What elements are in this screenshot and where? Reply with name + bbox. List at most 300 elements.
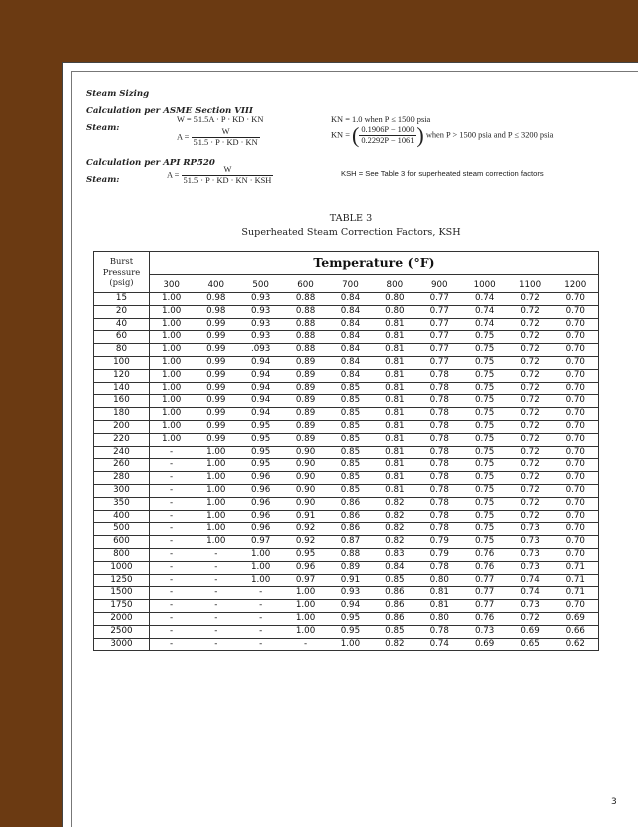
table-row xyxy=(94,523,599,536)
factor-cell: 0.70 xyxy=(553,420,599,433)
factor-cell: - xyxy=(193,625,238,638)
factor-cell: 0.80 xyxy=(417,574,462,587)
factor-cell: 0.94 xyxy=(328,600,373,613)
factor-cell: 0.81 xyxy=(373,318,417,331)
factor-cell: 0.88 xyxy=(283,344,328,357)
factor-cell: 0.75 xyxy=(462,459,508,472)
factor-cell: 0.82 xyxy=(373,523,417,536)
factor-cell: 0.86 xyxy=(373,612,417,625)
asme-a-numerator: W xyxy=(192,127,260,138)
asme-heading: Calculation per ASME Section VIII xyxy=(86,106,253,116)
pressure-cell: 300 xyxy=(94,484,150,497)
factor-cell: 0.81 xyxy=(373,331,417,344)
factor-cell: 0.71 xyxy=(553,561,599,574)
table-body xyxy=(94,293,599,651)
factor-cell: 0.95 xyxy=(238,433,283,446)
factor-cell: 0.85 xyxy=(328,484,373,497)
factor-cell: 0.70 xyxy=(553,293,599,306)
factor-cell: 0.81 xyxy=(373,369,417,382)
temperature-column-header: 700 xyxy=(328,275,373,293)
factor-cell: 0.97 xyxy=(283,574,328,587)
factor-cell: 0.88 xyxy=(283,305,328,318)
factor-cell: 0.89 xyxy=(283,395,328,408)
pressure-cell: 1250 xyxy=(94,574,150,587)
factor-cell: 0.81 xyxy=(373,484,417,497)
factor-cell: 0.80 xyxy=(417,612,462,625)
factor-cell: 0.78 xyxy=(417,433,462,446)
factor-cell: 0.95 xyxy=(238,459,283,472)
table-row xyxy=(94,305,599,318)
factor-cell: 0.99 xyxy=(193,331,238,344)
factor-cell: 0.85 xyxy=(328,446,373,459)
factor-cell: 0.77 xyxy=(417,356,462,369)
factor-cell: - xyxy=(149,523,193,536)
factor-cell: 0.73 xyxy=(508,523,553,536)
factor-cell: 0.78 xyxy=(417,561,462,574)
factor-cell: 0.77 xyxy=(417,305,462,318)
factor-cell: 1.00 xyxy=(193,510,238,523)
factor-cell: 0.75 xyxy=(462,497,508,510)
factor-cell: - xyxy=(149,638,193,651)
factor-cell: 1.00 xyxy=(193,459,238,472)
factor-cell: 1.00 xyxy=(193,472,238,485)
factor-cell: 0.78 xyxy=(417,395,462,408)
factor-cell: 0.96 xyxy=(238,472,283,485)
table-row xyxy=(94,561,599,574)
ksh-note: KSH = See Table 3 for superheated steam correction factors xyxy=(341,169,544,178)
pressure-cell: 180 xyxy=(94,408,150,421)
factor-cell: 0.74 xyxy=(462,318,508,331)
factor-cell: - xyxy=(149,625,193,638)
factor-cell: 0.85 xyxy=(328,459,373,472)
api-a-fraction xyxy=(182,165,274,186)
kn-formula-2 xyxy=(331,122,554,148)
factor-cell: - xyxy=(193,600,238,613)
factor-cell: 0.80 xyxy=(373,293,417,306)
factor-cell: 0.78 xyxy=(417,382,462,395)
factor-cell: 0.69 xyxy=(508,625,553,638)
factor-cell: 0.81 xyxy=(373,395,417,408)
table-row xyxy=(94,484,599,497)
factor-cell: 0.78 xyxy=(417,497,462,510)
factor-cell: 1.00 xyxy=(193,536,238,549)
factor-cell: 0.70 xyxy=(553,356,599,369)
factor-cell: 0.94 xyxy=(238,408,283,421)
temperature-column-header: 1200 xyxy=(553,275,599,293)
table-row xyxy=(94,510,599,523)
factor-cell: 0.90 xyxy=(283,472,328,485)
factor-cell: 0.79 xyxy=(417,548,462,561)
factor-cell: 0.81 xyxy=(373,459,417,472)
factor-cell: 0.86 xyxy=(328,523,373,536)
factor-cell: - xyxy=(238,587,283,600)
pressure-cell: 2000 xyxy=(94,612,150,625)
api-heading: Calculation per API RP520 xyxy=(86,158,215,168)
factor-cell: 0.75 xyxy=(462,369,508,382)
factor-cell: 0.71 xyxy=(553,574,599,587)
factor-cell: - xyxy=(193,561,238,574)
api-a-numerator: W xyxy=(182,165,274,176)
factor-cell: 0.93 xyxy=(238,293,283,306)
factor-cell: 0.81 xyxy=(417,587,462,600)
factor-cell: 1.00 xyxy=(283,600,328,613)
asme-a-formula xyxy=(177,127,260,148)
factor-cell: 0.74 xyxy=(508,587,553,600)
table-row xyxy=(94,536,599,549)
api-a-formula xyxy=(167,165,273,186)
factor-cell: 0.93 xyxy=(238,305,283,318)
factor-cell: 1.00 xyxy=(193,497,238,510)
factor-cell: 0.94 xyxy=(238,356,283,369)
pressure-cell: 350 xyxy=(94,497,150,510)
factor-cell: 0.73 xyxy=(508,548,553,561)
table-row xyxy=(94,382,599,395)
factor-cell: 1.00 xyxy=(193,523,238,536)
factor-cell: - xyxy=(149,548,193,561)
factor-cell: 0.81 xyxy=(373,382,417,395)
factor-cell: 0.73 xyxy=(508,561,553,574)
factor-cell: 0.86 xyxy=(328,497,373,510)
factor-cell: 1.00 xyxy=(283,625,328,638)
factor-cell: 0.82 xyxy=(373,497,417,510)
factor-cell: 0.99 xyxy=(193,356,238,369)
factor-cell: 1.00 xyxy=(193,446,238,459)
factor-cell: 0.78 xyxy=(417,408,462,421)
factor-cell: 0.78 xyxy=(417,459,462,472)
factor-cell: 0.99 xyxy=(193,382,238,395)
factor-cell: 0.94 xyxy=(238,382,283,395)
factor-cell: - xyxy=(193,638,238,651)
table-row xyxy=(94,420,599,433)
factor-cell: 0.72 xyxy=(508,446,553,459)
pressure-cell: 1750 xyxy=(94,600,150,613)
table-row xyxy=(94,638,599,651)
factor-cell: 0.86 xyxy=(373,600,417,613)
kn-formula-1: KN = 1.0 when P ≤ 1500 psia xyxy=(331,115,431,124)
factor-cell: 0.88 xyxy=(283,331,328,344)
factor-cell: 0.78 xyxy=(417,420,462,433)
asme-a-denominator: 51.5 · P · KD · KN xyxy=(193,138,258,147)
factor-cell: 1.00 xyxy=(149,382,193,395)
burst-header-line: (psig) xyxy=(109,277,134,287)
table-row xyxy=(94,293,599,306)
factor-cell: 0.90 xyxy=(283,497,328,510)
factor-cell: 1.00 xyxy=(149,395,193,408)
factor-cell: 0.65 xyxy=(508,638,553,651)
temperature-column-header: 300 xyxy=(149,275,193,293)
factor-cell: 0.85 xyxy=(328,472,373,485)
factor-cell: 1.00 xyxy=(238,548,283,561)
factor-cell: 0.85 xyxy=(328,382,373,395)
asme-a-fraction xyxy=(192,127,260,148)
factor-cell: 0.81 xyxy=(373,420,417,433)
factor-cell: 0.81 xyxy=(373,472,417,485)
table-caption: Superheated Steam Correction Factors, KSH xyxy=(241,227,461,238)
factor-cell: 0.70 xyxy=(553,536,599,549)
pressure-cell: 500 xyxy=(94,523,150,536)
factor-cell: 0.70 xyxy=(553,344,599,357)
pressure-cell: 200 xyxy=(94,420,150,433)
kn-lhs: KN = xyxy=(331,130,350,140)
factor-cell: 0.99 xyxy=(193,344,238,357)
asme-steam-label: Steam: xyxy=(86,123,120,133)
factor-cell: 1.00 xyxy=(238,574,283,587)
factor-cell: 0.91 xyxy=(328,574,373,587)
factor-cell: 0.82 xyxy=(373,510,417,523)
factor-cell: 0.85 xyxy=(328,395,373,408)
factor-cell: 0.89 xyxy=(283,369,328,382)
factor-cell: - xyxy=(193,548,238,561)
factor-cell: - xyxy=(149,600,193,613)
api-a-denominator: 51.5 · P · KD · KN · KSH xyxy=(183,176,272,185)
factor-cell: 0.70 xyxy=(553,497,599,510)
page-number: 3 xyxy=(611,797,617,807)
factor-cell: 1.00 xyxy=(149,293,193,306)
factor-cell: 0.78 xyxy=(417,523,462,536)
factor-cell: - xyxy=(193,574,238,587)
temperature-header: Temperature (°F) xyxy=(149,252,598,275)
factor-cell: 0.72 xyxy=(508,510,553,523)
pressure-cell: 40 xyxy=(94,318,150,331)
factor-cell: 0.93 xyxy=(238,331,283,344)
factor-cell: 0.81 xyxy=(373,344,417,357)
factor-cell: 0.85 xyxy=(328,408,373,421)
table-row xyxy=(94,548,599,561)
factor-cell: 0.92 xyxy=(283,523,328,536)
api-a-lhs: A = xyxy=(167,170,180,180)
factor-cell: 0.70 xyxy=(553,382,599,395)
factor-cell: 0.70 xyxy=(553,510,599,523)
factor-cell: 0.86 xyxy=(373,587,417,600)
table-row xyxy=(94,433,599,446)
factor-cell: 0.75 xyxy=(462,472,508,485)
pressure-cell: 15 xyxy=(94,293,150,306)
factor-cell: 0.73 xyxy=(508,536,553,549)
factor-cell: 0.75 xyxy=(462,382,508,395)
factor-cell: 0.84 xyxy=(328,318,373,331)
temperature-values-row xyxy=(94,275,599,293)
table-row xyxy=(94,344,599,357)
table-row xyxy=(94,356,599,369)
table-row xyxy=(94,331,599,344)
factor-cell: 0.75 xyxy=(462,433,508,446)
factor-cell: 0.81 xyxy=(373,433,417,446)
factor-cell: 0.95 xyxy=(283,548,328,561)
factor-cell: 0.85 xyxy=(373,625,417,638)
factor-cell: 0.70 xyxy=(553,369,599,382)
factor-cell: 0.74 xyxy=(508,574,553,587)
factor-cell: 0.88 xyxy=(283,318,328,331)
right-paren: ) xyxy=(416,122,424,148)
factor-cell: 0.70 xyxy=(553,600,599,613)
factor-cell: 0.91 xyxy=(283,510,328,523)
factor-cell: 0.75 xyxy=(462,395,508,408)
factor-cell: 0.75 xyxy=(462,536,508,549)
factor-cell: - xyxy=(149,536,193,549)
pressure-cell: 400 xyxy=(94,510,150,523)
factor-cell: 0.85 xyxy=(328,420,373,433)
temperature-column-header: 500 xyxy=(238,275,283,293)
factor-cell: 1.00 xyxy=(193,484,238,497)
factor-cell: 0.90 xyxy=(283,484,328,497)
burst-header-line: Burst xyxy=(109,256,134,266)
pressure-cell: 140 xyxy=(94,382,150,395)
factor-cell: 0.77 xyxy=(417,293,462,306)
factor-cell: 0.77 xyxy=(417,331,462,344)
factor-cell: 0.81 xyxy=(373,356,417,369)
factor-cell: 0.90 xyxy=(283,446,328,459)
table-row xyxy=(94,395,599,408)
factor-cell: 0.84 xyxy=(373,561,417,574)
factor-cell: 0.82 xyxy=(373,638,417,651)
factor-cell: 0.76 xyxy=(462,612,508,625)
table-row xyxy=(94,459,599,472)
pressure-cell: 1500 xyxy=(94,587,150,600)
left-paren: ( xyxy=(352,122,360,148)
pressure-cell: 100 xyxy=(94,356,150,369)
factor-cell: 0.84 xyxy=(328,331,373,344)
temperature-column-header: 600 xyxy=(283,275,328,293)
table-row xyxy=(94,587,599,600)
factor-cell: 0.78 xyxy=(417,472,462,485)
factor-cell: 0.77 xyxy=(462,600,508,613)
factor-cell: 0.72 xyxy=(508,369,553,382)
factor-cell: 0.96 xyxy=(238,523,283,536)
factor-cell: 0.75 xyxy=(462,446,508,459)
factor-cell: 0.76 xyxy=(462,561,508,574)
table-row xyxy=(94,408,599,421)
factor-cell: 1.00 xyxy=(328,638,373,651)
factor-cell: 0.98 xyxy=(193,293,238,306)
factor-cell: 0.73 xyxy=(462,625,508,638)
factor-cell: - xyxy=(238,638,283,651)
asme-w-formula: W = 51.5A · P · KD · KN xyxy=(177,115,264,124)
factor-cell: 0.84 xyxy=(328,305,373,318)
factor-cell: .093 xyxy=(238,344,283,357)
pressure-cell: 80 xyxy=(94,344,150,357)
temperature-column-header: 400 xyxy=(193,275,238,293)
factor-cell: 0.73 xyxy=(508,600,553,613)
document-page xyxy=(62,62,638,827)
factor-cell: - xyxy=(238,625,283,638)
factor-cell: - xyxy=(149,446,193,459)
factor-cell: - xyxy=(149,459,193,472)
factor-cell: 0.70 xyxy=(553,459,599,472)
factor-cell: 0.76 xyxy=(462,548,508,561)
factor-cell: 0.84 xyxy=(328,293,373,306)
factor-cell: 0.83 xyxy=(373,548,417,561)
pressure-cell: 800 xyxy=(94,548,150,561)
factor-cell: 0.86 xyxy=(328,510,373,523)
factor-cell: 0.70 xyxy=(553,331,599,344)
factor-cell: 0.98 xyxy=(193,305,238,318)
kn-fraction xyxy=(359,125,416,146)
factor-cell: 0.72 xyxy=(508,459,553,472)
factor-cell: 0.72 xyxy=(508,318,553,331)
factor-cell: 1.00 xyxy=(149,305,193,318)
factor-cell: 0.72 xyxy=(508,395,553,408)
factor-cell: 0.89 xyxy=(283,356,328,369)
factor-cell: 0.77 xyxy=(462,574,508,587)
factor-cell: - xyxy=(238,612,283,625)
factor-cell: 0.72 xyxy=(508,293,553,306)
factor-cell: 0.72 xyxy=(508,305,553,318)
factor-cell: - xyxy=(149,612,193,625)
temperature-column-header: 900 xyxy=(417,275,462,293)
temperature-column-header: 1000 xyxy=(462,275,508,293)
factor-cell: 0.78 xyxy=(417,446,462,459)
factor-cell: 0.78 xyxy=(417,369,462,382)
table-row xyxy=(94,497,599,510)
factor-cell: 0.74 xyxy=(462,305,508,318)
factor-cell: 0.75 xyxy=(462,420,508,433)
factor-cell: 0.85 xyxy=(373,574,417,587)
factor-cell: 0.89 xyxy=(283,420,328,433)
factor-cell: 0.96 xyxy=(283,561,328,574)
table-row xyxy=(94,318,599,331)
factor-cell: 0.72 xyxy=(508,356,553,369)
table-number: TABLE 3 xyxy=(329,213,373,224)
factor-cell: 0.99 xyxy=(193,318,238,331)
factor-cell: 0.99 xyxy=(193,420,238,433)
factor-cell: 0.75 xyxy=(462,408,508,421)
factor-cell: 1.00 xyxy=(149,420,193,433)
factor-cell: 0.75 xyxy=(462,344,508,357)
factor-cell: 1.00 xyxy=(149,344,193,357)
asme-a-lhs: A = xyxy=(177,132,190,142)
factor-cell: 0.93 xyxy=(328,587,373,600)
factor-cell: 0.84 xyxy=(328,356,373,369)
api-steam-label: Steam: xyxy=(86,175,120,185)
pressure-cell: 1000 xyxy=(94,561,150,574)
kn-numerator: 0.1906P − 1000 xyxy=(361,125,415,134)
factor-cell: - xyxy=(238,600,283,613)
factor-cell: 0.72 xyxy=(508,408,553,421)
factor-cell: 0.72 xyxy=(508,420,553,433)
pressure-cell: 60 xyxy=(94,331,150,344)
factor-cell: 0.89 xyxy=(283,408,328,421)
factor-cell: 0.72 xyxy=(508,433,553,446)
factor-cell: 1.00 xyxy=(283,587,328,600)
factor-cell: 0.89 xyxy=(283,433,328,446)
factor-cell: 0.81 xyxy=(373,446,417,459)
factor-cell: 0.70 xyxy=(553,446,599,459)
factor-cell: 1.00 xyxy=(149,369,193,382)
factor-cell: 0.75 xyxy=(462,484,508,497)
factor-cell: 0.81 xyxy=(417,600,462,613)
factor-cell: - xyxy=(149,574,193,587)
burst-pressure-header xyxy=(94,252,150,293)
factor-cell: - xyxy=(149,484,193,497)
factor-cell: 0.69 xyxy=(553,612,599,625)
factor-cell: 0.78 xyxy=(417,484,462,497)
factor-cell: 0.72 xyxy=(508,472,553,485)
factor-cell: 0.70 xyxy=(553,523,599,536)
factor-cell: 0.96 xyxy=(238,497,283,510)
factor-cell: 0.72 xyxy=(508,382,553,395)
table-row xyxy=(94,612,599,625)
factor-cell: 0.72 xyxy=(508,497,553,510)
factor-cell: 0.97 xyxy=(238,536,283,549)
pressure-cell: 3000 xyxy=(94,638,150,651)
factor-cell: 0.66 xyxy=(553,625,599,638)
factor-cell: 0.70 xyxy=(553,408,599,421)
factor-cell: 0.75 xyxy=(462,523,508,536)
factor-cell: 0.99 xyxy=(193,369,238,382)
factor-cell: 0.75 xyxy=(462,331,508,344)
factor-cell: 0.89 xyxy=(328,561,373,574)
factor-cell: 0.78 xyxy=(417,625,462,638)
